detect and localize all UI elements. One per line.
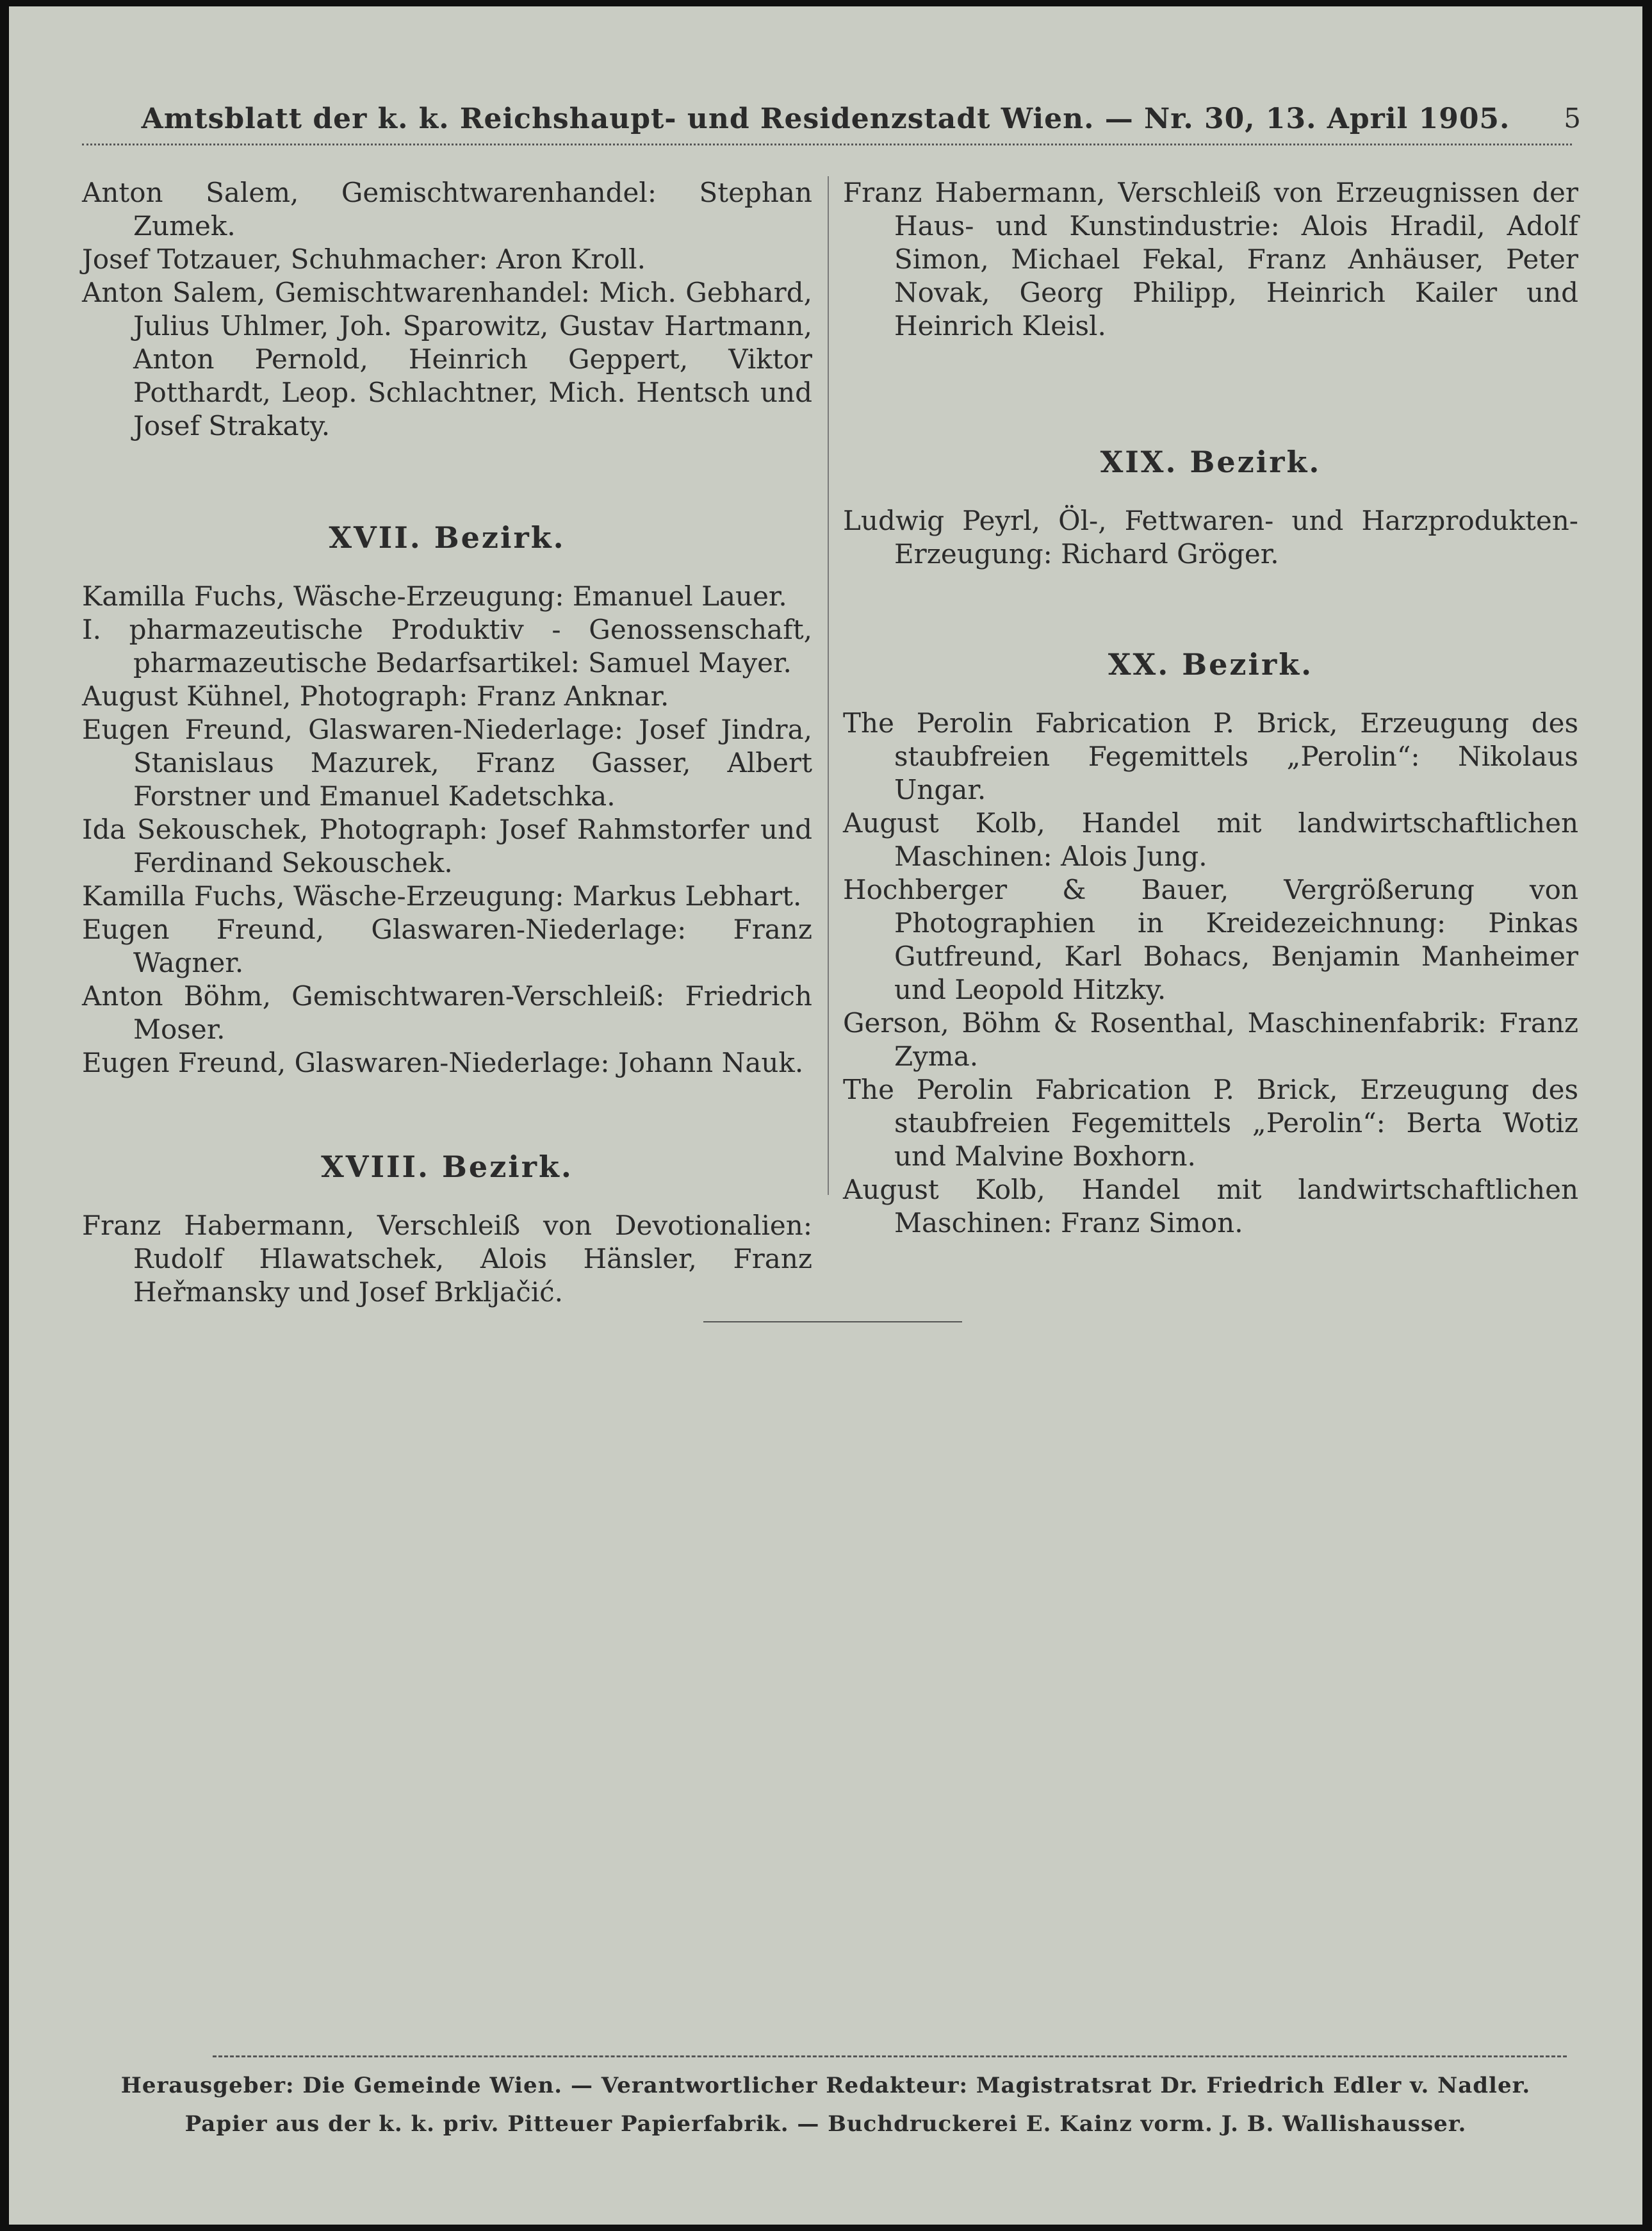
end-rule xyxy=(703,1321,962,1322)
list-item: Anton Böhm, Gemischtwaren-Verschleiß: Friedrich Moser. xyxy=(82,980,812,1045)
left-column xyxy=(82,176,812,1309)
list-item: Eugen Freund, Glaswaren-Niederlage: Johann Nauk. xyxy=(82,1047,804,1078)
list-item: August Kolb, Handel mit landwirtschaftlichen Maschinen: Alois Jung. xyxy=(843,807,1578,872)
list-item: August Kühnel, Photograph: Franz Anknar. xyxy=(82,680,669,712)
header-rule xyxy=(82,144,1572,145)
list-item: Ludwig Peyrl, Öl-, Fettwaren- und Harzprodukten-Erzeugung: Richard Gröger. xyxy=(843,505,1578,570)
list-item: August Kolb, Handel mit landwirtschaftlichen Maschinen: Franz Simon. xyxy=(843,1174,1578,1239)
section-title-xx: XX. Bezirk. xyxy=(1108,647,1314,682)
list-item: Kamilla Fuchs, Wäsche-Erzeugung: Markus Lebhart. xyxy=(82,880,802,912)
page-number: 5 xyxy=(1564,103,1581,134)
list-item: Kamilla Fuchs, Wäsche-Erzeugung: Emanuel Lauer. xyxy=(82,580,787,612)
list-item: Ida Sekouschek, Photograph: Josef Rahmstorfer und Ferdinand Sekouschek. xyxy=(82,814,812,878)
section-title-xvii: XVII. Bezirk. xyxy=(329,520,566,555)
column-divider xyxy=(828,176,829,1195)
list-item: Anton Salem, Gemischtwarenhandel: Mich. Gebhard, Julius Uhlmer, Joh. Sparowitz, Gustav Hartmann, Anton Pernold, Heinrich Geppert, Viktor Potthardt, Leop. Schlachtner, Mich. Hentsch und Josef Strakaty. xyxy=(82,277,812,441)
list-item: Gerson, Böhm & Rosenthal, Maschinenfabrik: Franz Zyma. xyxy=(843,1007,1578,1072)
footer-rule xyxy=(213,2055,1567,2057)
footer-printer-line: Papier aus der k. k. priv. Pitteuer Papierfabrik. — Buchdruckerei E. Kainz vorm. J. B. Wallishausser. xyxy=(184,2111,1467,2137)
section-title-xix: XIX. Bezirk. xyxy=(1100,445,1321,479)
newspaper-page xyxy=(9,6,1642,2225)
list-item: Anton Salem, Gemischtwarenhandel: Stephan Zumek. xyxy=(82,177,812,242)
right-column xyxy=(843,176,1578,1240)
list-item: Franz Habermann, Verschleiß von Devotionalien: Rudolf Hlawatschek, Alois Hänsler, Franz Heřmansky und Josef Brkljačić. xyxy=(82,1210,812,1308)
list-item: Josef Totzauer, Schuhmacher: Aron Kroll. xyxy=(82,243,646,275)
list-item: The Perolin Fabrication P. Brick, Erzeugung des staubfreien Fegemittels „Perolin“: Berta Wotiz und Malvine Boxhorn. xyxy=(843,1074,1578,1172)
footer-publisher-line: Herausgeber: Die Gemeinde Wien. — Verantwortlicher Redakteur: Magistratsrat Dr. Friedrich Edler v. Nadler. xyxy=(120,2073,1531,2098)
list-item: The Perolin Fabrication P. Brick, Erzeugung des staubfreien Fegemittels „Perolin“: Nikolaus Ungar. xyxy=(843,707,1578,805)
section-title-xviii: XVIII. Bezirk. xyxy=(321,1149,573,1184)
list-item: Eugen Freund, Glaswaren-Niederlage: Franz Wagner. xyxy=(82,914,812,978)
list-item: I. pharmazeutische Produktiv - Genossenschaft, pharmazeutische Bedarfsartikel: Samuel Mayer. xyxy=(82,614,812,679)
list-item: Hochberger & Bauer, Vergrößerung von Photographien in Kreidezeichnung: Pinkas Gutfreund, Karl Bohacs, Benjamin Manheimer und Leopold Hitzky. xyxy=(843,874,1578,1005)
header-title: Amtsblatt der k. k. Reichshaupt- und Residenzstadt Wien. — Nr. 30, 13. April 1905. xyxy=(141,103,1510,135)
list-item: Franz Habermann, Verschleiß von Erzeugnissen der Haus- und Kunstindustrie: Alois Hradil, Adolf Simon, Michael Fekal, Franz Anhäuser, Peter Novak, Georg Philipp, Heinrich Kailer und Heinrich Kleisl. xyxy=(843,177,1578,342)
list-item: Eugen Freund, Glaswaren-Niederlage: Josef Jindra, Stanislaus Mazurek, Franz Gasser, Albert Forstner und Emanuel Kadetschka. xyxy=(82,714,812,812)
